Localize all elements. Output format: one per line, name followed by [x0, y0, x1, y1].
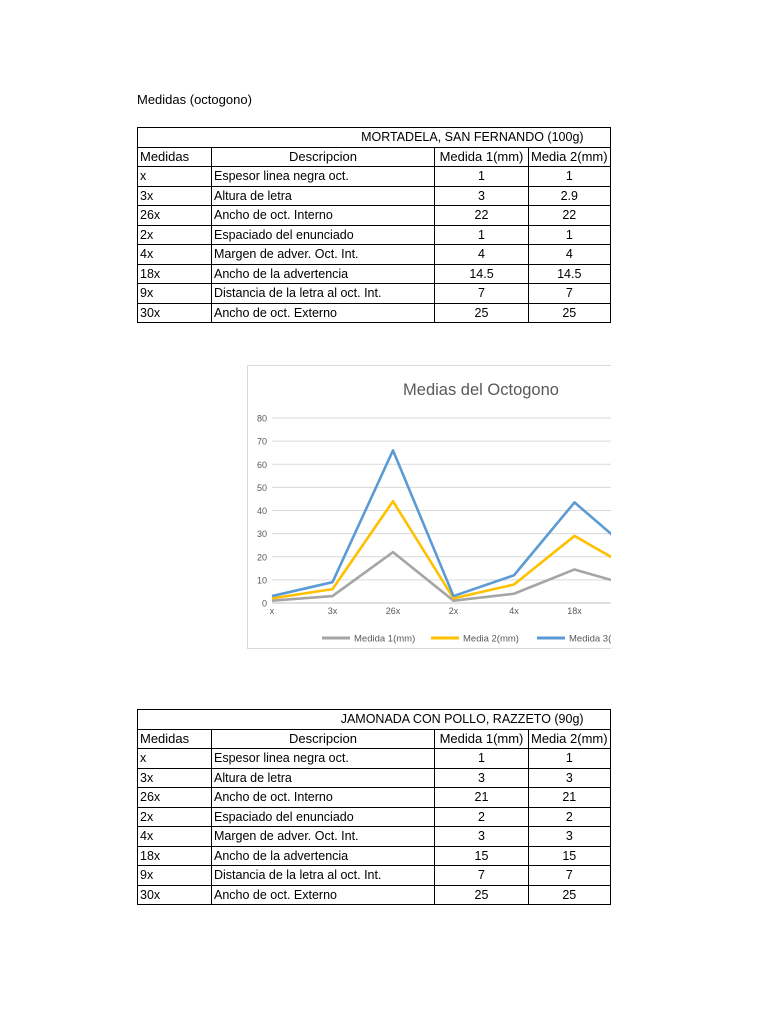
- table-cell: 2: [529, 807, 611, 827]
- table-mortadela: [137, 127, 611, 323]
- y-tick-label: 30: [256, 529, 267, 540]
- table-cell: x: [138, 749, 212, 769]
- table-row: [138, 807, 611, 827]
- table-row: [138, 284, 611, 304]
- x-tick-label: 18x: [567, 606, 582, 616]
- table-header-row: [138, 729, 611, 749]
- table-cell: 25: [529, 885, 611, 905]
- table-cell: 7: [529, 284, 611, 304]
- table-cell: 4: [435, 245, 529, 265]
- table-row: [138, 167, 611, 187]
- column-header: Medidas: [138, 729, 212, 749]
- table-cell: 14.5: [529, 264, 611, 284]
- table-cell: 7: [435, 284, 529, 304]
- column-header: Media 2(mm): [529, 729, 611, 749]
- y-tick-label: 20: [256, 552, 267, 563]
- table-cell: Distancia de la letra al oct. Int.: [212, 284, 435, 304]
- table-cell: 7: [529, 866, 611, 886]
- table-cell: 25: [435, 885, 529, 905]
- table-cell: 2.9: [529, 186, 611, 206]
- table-cell: 3: [529, 768, 611, 788]
- table-row: [138, 768, 611, 788]
- table-cell: 15: [435, 846, 529, 866]
- table-jamonada: [137, 709, 611, 905]
- table-title-row: [138, 710, 611, 730]
- legend-label: Medida 1(mm): [354, 633, 416, 645]
- series-line: [272, 487, 611, 598]
- table-cell: Ancho de la advertencia: [212, 846, 435, 866]
- y-tick-label: 70: [256, 436, 267, 447]
- table-cell: Ancho de oct. Interno: [212, 206, 435, 226]
- table-cell: 3: [435, 768, 529, 788]
- table-cell: Ancho de oct. Interno: [212, 788, 435, 808]
- table-cell: Ancho de la advertencia: [212, 264, 435, 284]
- page-heading: Medidas (octogono): [137, 92, 252, 107]
- table-cell: 22: [435, 206, 529, 226]
- x-tick-label: 4x: [509, 606, 519, 616]
- x-tick-label: 26x: [385, 606, 401, 616]
- table-row: [138, 788, 611, 808]
- table-cell: 26x: [138, 788, 212, 808]
- table-cell: Ancho de oct. Externo: [212, 885, 435, 905]
- table-cell: 30x: [138, 303, 212, 323]
- table-row: [138, 186, 611, 206]
- table-cell: 14.5: [435, 264, 529, 284]
- table-title: JAMONADA CON POLLO, RAZZETO (90g): [138, 710, 611, 730]
- table-row: [138, 264, 611, 284]
- table-cell: Espaciado del enunciado: [212, 225, 435, 245]
- table-cell: 1: [435, 749, 529, 769]
- table-cell: Altura de letra: [212, 768, 435, 788]
- table-cell: 15: [529, 846, 611, 866]
- y-tick-label: 0: [261, 598, 267, 609]
- table-cell: 1: [529, 225, 611, 245]
- y-tick-label: 80: [256, 413, 267, 424]
- table-cell: Espaciado del enunciado: [212, 807, 435, 827]
- table-cell: 1: [435, 225, 529, 245]
- table-cell: Ancho de oct. Externo: [212, 303, 435, 323]
- table-title-row: [138, 128, 611, 148]
- chart-title: Medias del Octogono: [403, 381, 559, 399]
- column-header: Media 2(mm): [529, 147, 611, 167]
- table-cell: 2x: [138, 225, 212, 245]
- table-cell: x: [138, 167, 212, 187]
- table-cell: 30x: [138, 885, 212, 905]
- y-tick-label: 10: [256, 575, 267, 586]
- line-chart: [247, 365, 611, 649]
- table-row: [138, 827, 611, 847]
- column-header: Descripcion: [212, 147, 435, 167]
- table-row: [138, 846, 611, 866]
- table-cell: 4: [529, 245, 611, 265]
- table-header-row: [138, 147, 611, 167]
- table-cell: Espesor linea negra oct.: [212, 167, 435, 187]
- table-cell: 9x: [138, 866, 212, 886]
- table-cell: 1: [529, 749, 611, 769]
- x-tick-label: x: [269, 606, 275, 616]
- table-cell: Espesor linea negra oct.: [212, 749, 435, 769]
- table-cell: 2: [435, 807, 529, 827]
- table-cell: 26x: [138, 206, 212, 226]
- table-cell: Altura de letra: [212, 186, 435, 206]
- table-row: [138, 225, 611, 245]
- legend-label: Media 2(mm): [463, 633, 519, 645]
- table-cell: 25: [435, 303, 529, 323]
- y-tick-label: 40: [256, 506, 267, 516]
- column-header: Medida 1(mm): [435, 729, 529, 749]
- table-cell: 1: [435, 167, 529, 187]
- table-row: [138, 885, 611, 905]
- x-tick-label: 2x: [448, 606, 459, 616]
- x-tick-label: 3x: [327, 606, 338, 616]
- column-header: Medidas: [138, 147, 212, 167]
- chart-svg: [248, 366, 611, 649]
- y-tick-label: 50: [256, 482, 267, 493]
- table-cell: 3: [435, 827, 529, 847]
- table-cell: 22: [529, 206, 611, 226]
- table-row: [138, 303, 611, 323]
- table-row: [138, 206, 611, 226]
- series-line: [272, 430, 611, 597]
- table-row: [138, 749, 611, 769]
- column-header: Medida 1(mm): [435, 147, 529, 167]
- table-cell: 1: [529, 167, 611, 187]
- table-cell: 3: [529, 827, 611, 847]
- table-cell: 3x: [138, 186, 212, 206]
- table-cell: 21: [435, 788, 529, 808]
- legend-label: Medida 3(: [569, 633, 611, 645]
- table-row: [138, 245, 611, 265]
- table-cell: 4x: [138, 827, 212, 847]
- column-header: Descripcion: [212, 729, 435, 749]
- y-tick-label: 60: [256, 459, 267, 470]
- table-cell: 7: [435, 866, 529, 886]
- table-cell: Margen de adver. Oct. Int.: [212, 827, 435, 847]
- table-cell: 18x: [138, 264, 212, 284]
- series-line: [272, 545, 611, 601]
- table-cell: 4x: [138, 245, 212, 265]
- table-row: [138, 866, 611, 886]
- table-cell: 25: [529, 303, 611, 323]
- table-cell: 9x: [138, 284, 212, 304]
- table-cell: Distancia de la letra al oct. Int.: [212, 866, 435, 886]
- table-cell: 3x: [138, 768, 212, 788]
- table-cell: 2x: [138, 807, 212, 827]
- table-cell: 18x: [138, 846, 212, 866]
- table-cell: Margen de adver. Oct. Int.: [212, 245, 435, 265]
- table-cell: 3: [435, 186, 529, 206]
- table-cell: 21: [529, 788, 611, 808]
- table-title: MORTADELA, SAN FERNANDO (100g): [138, 128, 611, 148]
